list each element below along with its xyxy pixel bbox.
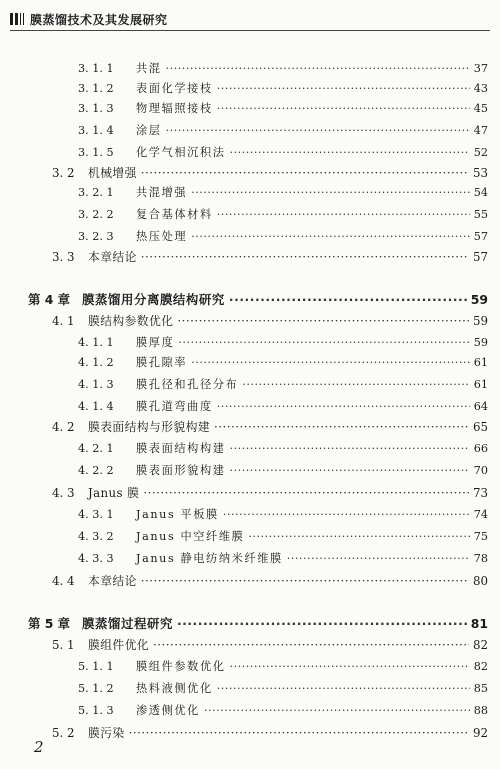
toc-number: 4. 3. 2	[78, 530, 114, 543]
toc-number: 3. 1. 5	[78, 146, 114, 159]
toc-page-number: 59	[472, 314, 488, 328]
toc-number: 4. 4	[52, 574, 75, 588]
leader-dots	[141, 574, 469, 588]
toc-title: 膜孔隙率	[136, 356, 188, 369]
leader-dots	[230, 660, 470, 673]
toc-section[interactable]	[52, 572, 488, 589]
toc-number: 4. 3	[52, 486, 75, 500]
toc-chapter[interactable]	[28, 290, 488, 308]
toc-page-number: 82	[473, 660, 488, 673]
toc-subsection[interactable]	[78, 550, 488, 566]
leader-dots	[242, 378, 469, 391]
toc-number: 3. 1. 4	[78, 124, 114, 137]
toc-number: 第 4 章	[28, 292, 71, 307]
toc-number: 3. 2. 2	[78, 208, 114, 221]
toc-subsection[interactable]	[78, 462, 488, 478]
toc-title: 膜组件参数优化	[136, 660, 226, 673]
toc-page-number: 78	[473, 552, 488, 565]
toc-subsection[interactable]	[78, 144, 488, 160]
leader-dots	[230, 146, 470, 159]
toc-page-number: 37	[473, 62, 488, 75]
toc-page-number: 61	[473, 356, 488, 369]
toc-title: Janus 平板膜	[136, 508, 219, 521]
leader-dots	[141, 250, 469, 264]
toc-page-number: 80	[472, 574, 488, 588]
toc-title: 复合基体材料	[136, 208, 213, 221]
toc-chapter[interactable]	[28, 614, 488, 632]
leader-dots	[129, 726, 469, 740]
toc-page-number: 82	[472, 638, 488, 652]
toc-page-number: 64	[473, 400, 488, 413]
toc-page-number: 85	[473, 682, 488, 695]
toc-section[interactable]	[52, 312, 488, 329]
toc-section[interactable]	[52, 164, 488, 181]
running-header	[10, 8, 490, 31]
toc-page-number: 52	[473, 146, 488, 159]
leader-dots	[287, 552, 470, 565]
toc-page-number: 57	[472, 250, 488, 264]
toc-number: 4. 1. 1	[78, 336, 114, 349]
leader-dots	[177, 616, 467, 631]
toc-title: 膜孔径和孔径分布	[136, 378, 239, 391]
toc-title: Janus 静电纺纳米纤维膜	[136, 552, 283, 565]
leader-dots	[153, 638, 469, 652]
leader-dots	[191, 186, 470, 199]
toc-subsection[interactable]	[78, 334, 488, 350]
toc-title: 共混增强	[136, 186, 188, 199]
toc-page-number: 55	[473, 208, 488, 221]
toc-number: 3. 1. 3	[78, 102, 114, 115]
toc-number: 5. 2	[52, 726, 75, 740]
toc-subsection[interactable]	[78, 528, 488, 544]
toc-page-number: 74	[473, 508, 488, 521]
toc-page-number: 73	[472, 486, 488, 500]
toc-number: 4. 1. 3	[78, 378, 114, 391]
toc-title: 膜孔道弯曲度	[136, 400, 213, 413]
toc-title: 膜厚度	[136, 336, 175, 349]
leader-dots	[141, 166, 469, 180]
leader-dots	[166, 124, 470, 137]
toc-number: 5. 1. 2	[78, 682, 114, 695]
toc-subsection[interactable]	[78, 354, 488, 370]
toc-number: 3. 3	[52, 250, 75, 264]
toc-title: 涂层	[136, 124, 162, 137]
toc-number: 4. 3. 1	[78, 508, 114, 521]
leader-dots	[217, 82, 470, 95]
toc-section[interactable]	[52, 248, 488, 265]
toc-page-number: 59	[473, 336, 488, 349]
toc-subsection[interactable]	[78, 228, 488, 244]
leader-dots	[191, 356, 470, 369]
toc-number: 3. 1. 1	[78, 62, 114, 75]
leader-dots	[229, 292, 467, 307]
toc-section[interactable]	[52, 636, 488, 653]
leader-dots	[178, 336, 469, 349]
toc-number: 4. 2. 1	[78, 442, 114, 455]
toc-page-number: 59	[470, 292, 488, 307]
toc-title: 热料液侧优化	[136, 682, 213, 695]
leader-dots	[230, 442, 470, 455]
toc-page-number: 57	[473, 230, 488, 243]
toc-title: Janus 中空纤维膜	[136, 530, 245, 543]
toc-page-number: 54	[473, 186, 488, 199]
leader-dots	[230, 464, 470, 477]
toc-title: 膜蒸馏过程研究	[82, 616, 173, 631]
toc-subsection[interactable]	[78, 206, 488, 222]
toc-page-number: 45	[473, 102, 488, 115]
toc-number: 3. 1. 2	[78, 82, 114, 95]
toc-subsection[interactable]	[78, 184, 488, 200]
toc-number: 5. 1. 3	[78, 704, 114, 717]
toc-title: Janus 膜	[88, 486, 140, 500]
toc-number: 4. 1. 4	[78, 400, 114, 413]
toc-title: 本章结论	[88, 574, 137, 588]
toc-title: 膜结构参数优化	[88, 314, 174, 328]
leader-dots	[177, 314, 469, 328]
toc-number: 4. 2	[52, 420, 75, 434]
toc-page-number: 43	[473, 82, 488, 95]
toc-page-number: 61	[473, 378, 488, 391]
toc-subsection[interactable]	[78, 702, 488, 718]
toc-number: 3. 2. 1	[78, 186, 114, 199]
toc-title: 膜表面结构与形貌构建	[88, 420, 210, 434]
toc-page-number: 53	[472, 166, 488, 180]
toc-page-number: 92	[472, 726, 488, 740]
toc-title: 膜表面形貌构建	[136, 464, 226, 477]
toc-subsection[interactable]	[78, 658, 488, 674]
toc-title: 化学气相沉积法	[136, 146, 226, 159]
leader-dots	[204, 704, 470, 717]
toc-subsection[interactable]	[78, 60, 488, 76]
toc-number: 4. 1	[52, 314, 75, 328]
leader-dots	[214, 420, 469, 434]
toc-number: 第 5 章	[28, 616, 71, 631]
toc-title: 膜表面结构构建	[136, 442, 226, 455]
toc-subsection[interactable]	[78, 100, 488, 116]
toc-title: 表面化学接枝	[136, 82, 213, 95]
leader-dots	[217, 102, 470, 115]
page-number: 2	[34, 738, 44, 756]
toc-subsection[interactable]	[78, 80, 488, 96]
toc-title: 热压处理	[136, 230, 188, 243]
book-title: 膜蒸馏技术及其发展研究	[30, 12, 168, 27]
toc-title: 膜蒸馏用分离膜结构研究	[82, 292, 225, 307]
toc-number: 5. 1. 1	[78, 660, 114, 673]
toc-subsection[interactable]	[78, 122, 488, 138]
leader-dots	[217, 208, 470, 221]
toc-number: 4. 2. 2	[78, 464, 114, 477]
header-bars-icon	[10, 13, 24, 25]
toc-title: 机械增强	[88, 166, 137, 180]
toc-subsection[interactable]	[78, 398, 488, 414]
toc-title: 本章结论	[88, 250, 137, 264]
toc-page-number: 66	[473, 442, 488, 455]
toc-title: 物理辐照接枝	[136, 102, 213, 115]
leader-dots	[217, 400, 470, 413]
toc-number: 5. 1	[52, 638, 75, 652]
toc-subsection[interactable]	[78, 680, 488, 696]
toc-page-number: 47	[473, 124, 488, 137]
toc-number: 3. 2. 3	[78, 230, 114, 243]
toc-title: 渗透侧优化	[136, 704, 200, 717]
leader-dots	[217, 682, 470, 695]
toc-number: 4. 3. 3	[78, 552, 114, 565]
toc-section[interactable]	[52, 724, 488, 741]
leader-dots	[143, 486, 469, 500]
toc-number: 3. 2	[52, 166, 75, 180]
toc-title: 共混	[136, 62, 162, 75]
toc-page-number: 70	[473, 464, 488, 477]
toc-page-number: 75	[473, 530, 488, 543]
toc-number: 4. 1. 2	[78, 356, 114, 369]
leader-dots	[248, 530, 469, 543]
toc-subsection[interactable]	[78, 440, 488, 456]
leader-dots	[166, 62, 470, 75]
toc-section[interactable]	[52, 484, 488, 501]
leader-dots	[223, 508, 470, 521]
toc-title: 膜污染	[88, 726, 125, 740]
toc-page-number: 81	[470, 616, 488, 631]
toc-subsection[interactable]	[78, 506, 488, 522]
toc-section[interactable]	[52, 418, 488, 435]
toc-page-number: 88	[473, 704, 488, 717]
leader-dots	[191, 230, 470, 243]
toc-page-number: 65	[472, 420, 488, 434]
toc-title: 膜组件优化	[88, 638, 149, 652]
toc-subsection[interactable]	[78, 376, 488, 392]
